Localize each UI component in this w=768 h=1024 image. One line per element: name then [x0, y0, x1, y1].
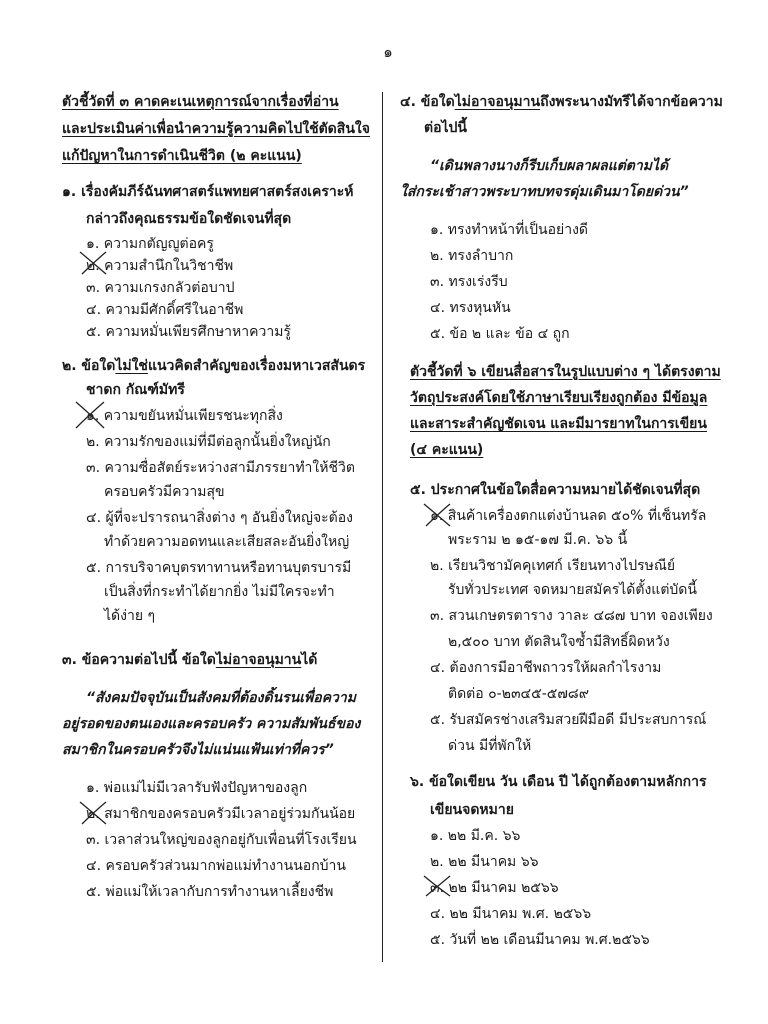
- question-4-option-5: ๕. ข้อ ๒ และ ข้อ ๔ ถูก: [430, 326, 570, 342]
- question-2-option-2: ๒. ความรักของแม่ที่มีต่อลูกนั้นยิ่งใหญ่นัก: [86, 434, 331, 450]
- question-2-option-5-cont: เป็นสิ่งที่กระทำได้ยากยิ่ง ไม่มีใครจะทำ: [104, 584, 335, 600]
- question-2-option-1: ๑. ความขยันหมั่นเพียรชนะทุกสิ่ง: [86, 408, 283, 424]
- indicator-6-line-1: ตัวชี้วัดที่ ๖ เขียนสื่อสารในรูปแบบต่าง ๆ ได้ตรงตาม: [410, 364, 721, 380]
- question-4-option-3: ๓. ทรงเร่งรีบ: [430, 274, 508, 290]
- question-1-option-4: ๔. ความมีศักดิ์ศรีในอาชีพ: [86, 302, 244, 318]
- answer-cross-mark-q5: [420, 500, 454, 530]
- question-2-option-3-cont: ครอบครัวมีความสุข: [104, 484, 225, 500]
- indicator-3-line-1: ตัวชี้วัดที่ ๓ คาดคะเนเหตุการณ์จากเรื่องที่อ่าน: [62, 94, 339, 110]
- question-2-option-5-cont-2: ได้ง่าย ๆ: [104, 608, 156, 624]
- column-divider: [382, 92, 383, 962]
- question-2-stem-2: ชาดก กัณฑ์มัทรี: [86, 382, 185, 398]
- question-5-option-2-cont: รับทั่วประเทศ จดหมายสมัครได้ตั้งแต่บัดนี้: [448, 582, 697, 598]
- question-1-option-1: ๑. ความกตัญญูต่อครู: [86, 236, 214, 252]
- question-5-option-3: ๓. สวนเกษตรตาราง วาละ ๔๘๗ บาท จองเพียง: [430, 608, 713, 624]
- question-3-option-1: ๑. พ่อแม่ไม่มีเวลารับฟังปัญหาของลูก: [86, 780, 308, 796]
- question-5-option-2: ๒. เรียนวิชามัคคุเทศก์ เรียนทางไปรษณีย์: [430, 558, 676, 574]
- answer-cross-mark-q2: [72, 398, 108, 432]
- question-4-quote-1: “เดินพลางนางก็รีบเก็บผลาผลแต่ตามได้: [430, 158, 669, 174]
- question-3-option-5: ๕. พ่อแม่ให้เวลากับการทำงานหาเลี้ยงชีพ: [86, 884, 334, 900]
- question-5-option-1: ๑. สินค้าเครื่องตกแต่งบ้านลด ๕๐% ที่เซ็นทรัล: [430, 508, 707, 524]
- question-3-stem: ๓. ข้อความต่อไปนี้ ข้อใดไม่อาจอนุมานได้: [62, 652, 318, 668]
- question-6-option-2: ๒. ๒๒ มีนาคม ๖๖: [430, 854, 539, 870]
- answer-cross-mark-q3: [76, 798, 110, 828]
- indicator-6-line-2: วัตถุประสงค์โดยใช้ภาษาเรียบเรียงถูกต้อง มีข้อมูล: [410, 390, 708, 406]
- question-3-option-2: ๒. สมาชิกของครอบครัวมีเวลาอยู่ร่วมกันน้อย: [86, 806, 356, 822]
- question-1-option-3: ๓. ความเกรงกลัวต่อบาป: [86, 280, 235, 296]
- question-2-option-4: ๔. ผู้ที่จะปรารถนาสิ่งต่าง ๆ อันยิ่งใหญ่จะต้อง: [86, 510, 354, 526]
- question-2-option-4-cont: ทำด้วยความอดทนและเสียสละอันยิ่งใหญ่: [104, 534, 350, 550]
- indicator-3-line-2: และประเมินค่าเพื่อนำความรู้ความคิดไปใช้ตัดสินใจ: [62, 121, 370, 137]
- question-1-stem-2: กล่าวถึงคุณธรรมข้อใดชัดเจนที่สุด: [86, 211, 292, 227]
- question-1-stem: ๑. เรื่องคัมภีร์ฉันทศาสตร์แพทยศาสตร์สงเคราะห์: [62, 184, 354, 200]
- question-3-quote-3: สมาชิกในครอบครัวจึงไม่แน่นแฟ้นเท่าที่ควร”: [62, 742, 334, 758]
- question-6-option-3: ๓. ๒๒ มีนาคม ๒๕๖๖: [430, 880, 559, 896]
- question-3-option-4: ๔. ครอบครัวส่วนมากพ่อแม่ทำงานนอกบ้าน: [86, 858, 346, 874]
- question-6-stem-2: เขียนจดหมาย: [430, 802, 514, 818]
- question-5-option-4-cont: ติดต่อ ๐-๒๓๔๕-๕๗๘๙: [448, 686, 589, 702]
- question-6-stem: ๖. ข้อใดเขียน วัน เดือน ปี ได้ถูกต้องตามหลักการ: [410, 774, 707, 790]
- question-3-quote-2: อยู่รอดของตนเองและครอบครัว ความสัมพันธ์ของ: [62, 716, 361, 732]
- question-6-option-1: ๑. ๒๒ มี.ค. ๖๖: [430, 828, 521, 844]
- question-5-option-1-cont: พระราม ๒ ๑๕-๑๗ มี.ค. ๖๖ นี้: [448, 532, 628, 548]
- answer-cross-mark-q6: [420, 872, 454, 900]
- question-4-option-1: ๑. ทรงทำหน้าที่เป็นอย่างดี: [430, 222, 588, 238]
- question-2-stem: ๒. ข้อใดไม่ใช่แนวคิดสำคัญของเรื่องมหาเวสสันดร: [62, 358, 366, 374]
- question-5-option-4: ๔. ต้องการมีอาชีพถาวรให้ผลกำไรงาม: [430, 660, 662, 676]
- question-5-option-5-cont: ด่วน มีที่พักให้: [448, 738, 532, 754]
- question-1-option-2: ๒. ความสำนึกในวิชาชีพ: [86, 258, 234, 274]
- question-4-stem: ๔. ข้อใดไม่อาจอนุมานถึงพระนางมัทรีได้จากข้อความ: [400, 94, 723, 110]
- question-2-option-5: ๕. การบริจาคบุตรทาทานหรือทานบุตรบารมี: [86, 560, 352, 576]
- indicator-6-line-3: และสาระสำคัญชัดเจน และมีมารยาทในการเขียน: [410, 416, 707, 432]
- question-5-stem: ๕. ประกาศในข้อใดสื่อความหมายได้ชัดเจนที่สุด: [410, 482, 701, 498]
- question-4-stem-2: ต่อไปนี้: [424, 120, 467, 136]
- question-4-option-4: ๔. ทรงหุนหัน: [430, 300, 511, 316]
- question-2-option-3: ๓. ความซื่อสัตย์ระหว่างสามีภรรยาทำให้ชีวิต: [86, 460, 355, 476]
- question-5-option-3-cont: ๒,๕๐๐ บาท ตัดสินใจซ้ำมีสิทธิ์ผิดหวัง: [448, 634, 670, 650]
- question-3-option-3: ๓. เวลาส่วนใหญ่ของลูกอยู่กับเพื่อนที่โรงเรียน: [86, 832, 357, 848]
- question-6-option-5: ๕. วันที่ ๒๒ เดือนมีนาคม พ.ศ.๒๕๖๖: [430, 932, 650, 948]
- answer-cross-mark-q1: [76, 248, 110, 278]
- question-4-quote-2: ใส่กระเช้าสาวพระบาทบทจรดุ่มเดินมาโดยด่วน”: [400, 184, 689, 200]
- indicator-6-line-4: (๔ คะแนน): [410, 442, 484, 458]
- indicator-3-line-3: แก้ปัญหาในการดำเนินชีวิต (๒ คะแนน): [62, 148, 302, 164]
- question-3-quote-1: “สังคมปัจจุบันเป็นสังคมที่ต้องดิ้นรนเพื่อความ: [86, 690, 357, 706]
- question-1-option-5: ๕. ความหมั่นเพียรศึกษาหาความรู้: [86, 324, 291, 340]
- question-5-option-5: ๕. รับสมัครช่างเสริมสวยฝีมือดี มีประสบการณ์: [430, 712, 707, 728]
- page-number: ๑: [383, 43, 393, 61]
- question-4-option-2: ๒. ทรงลำบาก: [430, 248, 514, 264]
- question-6-option-4: ๔. ๒๒ มีนาคม พ.ศ. ๒๕๖๖: [430, 906, 592, 922]
